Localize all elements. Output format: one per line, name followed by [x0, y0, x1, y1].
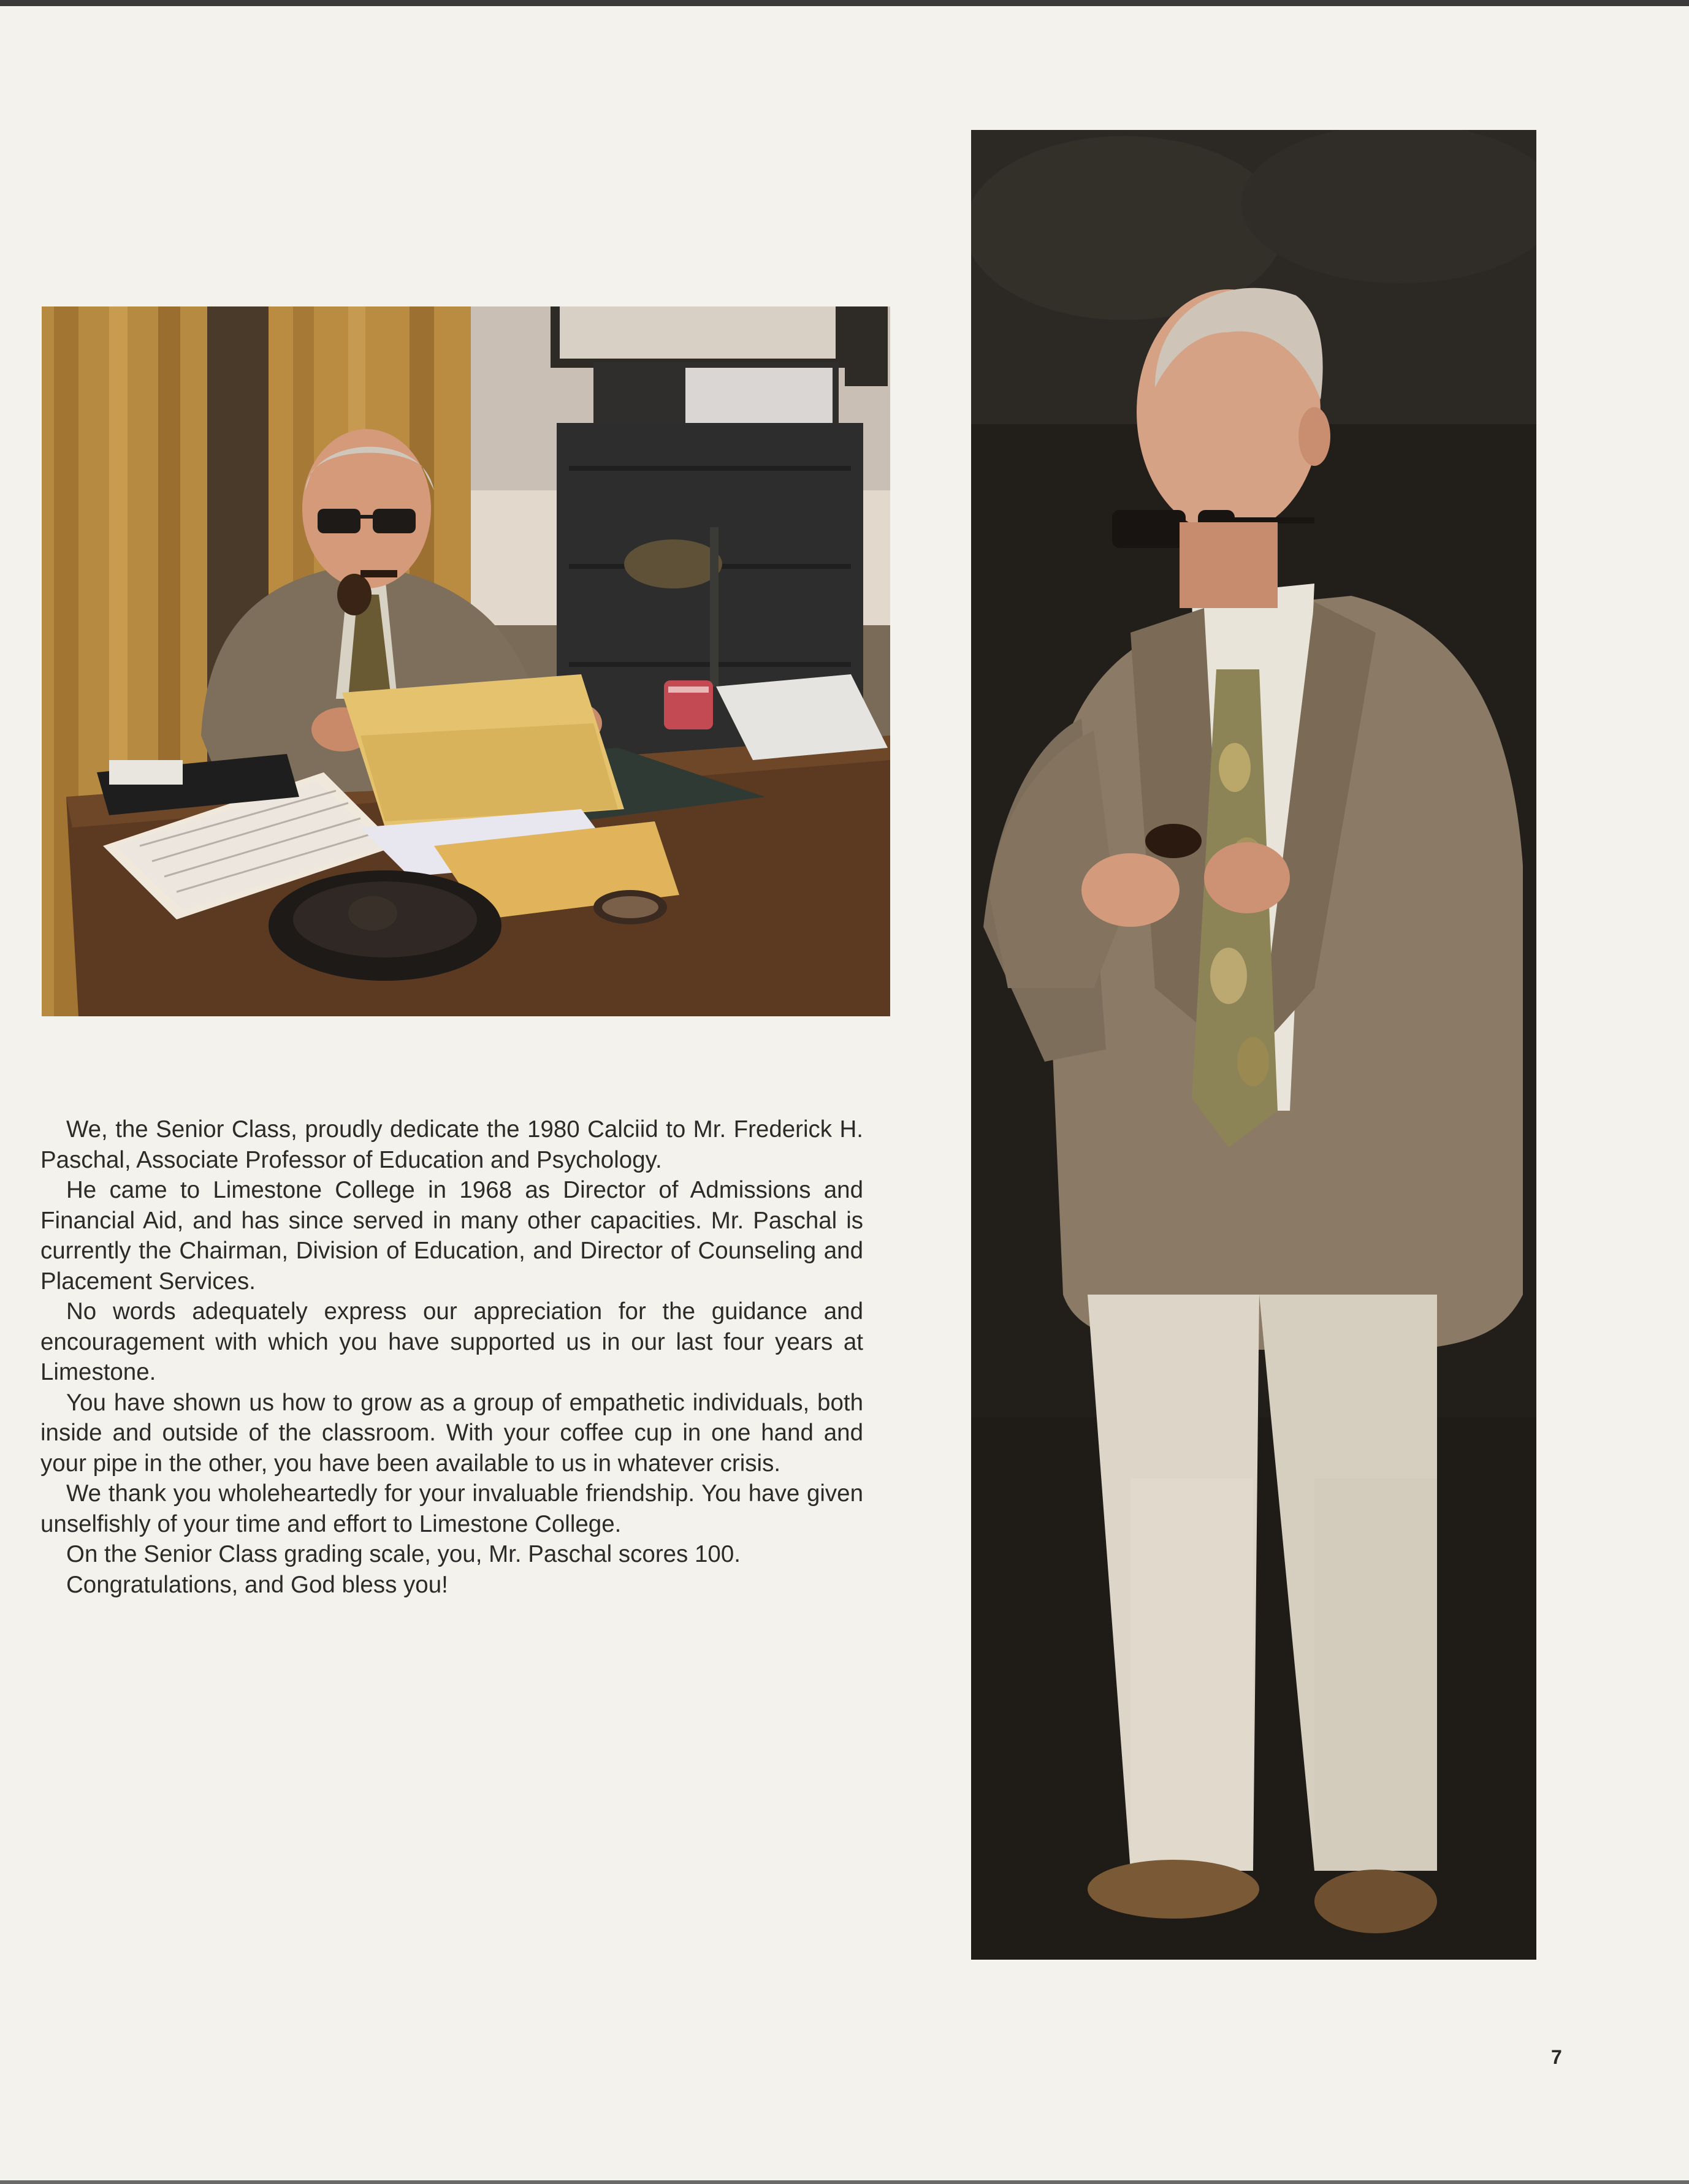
standing-portrait-photo-illustration	[971, 130, 1536, 1960]
dedication-paragraph: We thank you wholeheartedly for your invaluable friendship. You have given unselfishly of your time and effort to Limestone College.	[40, 1480, 863, 1537]
standing-portrait-photo	[971, 130, 1536, 1960]
dedication-paragraph: On the Senior Class grading scale, you, Mr. Paschal scores 100.	[66, 1541, 741, 1567]
dedication-paragraph: You have shown us how to grow as a group of empathetic individuals, both inside and outside of the classroom. With your coffee cup in one hand and your pipe in the other, you have been available to us in whatever crisis.	[40, 1389, 863, 1477]
dedication-paragraph: No words adequately express our appreciation for the guidance and encouragement with which you have supported us in our last four years at Limestone.	[40, 1298, 863, 1385]
page-number: 7	[1551, 2046, 1562, 2068]
dedication-text	[40, 1114, 863, 1600]
dedication-paragraph: Congratulations, and God bless you!	[66, 1571, 448, 1598]
office-desk-photo-illustration	[42, 306, 890, 1016]
office-desk-photo	[42, 306, 890, 1016]
top-edge-rule	[0, 0, 1689, 6]
dedication-paragraph: We, the Senior Class, proudly dedicate the 1980 Calciid to Mr. Frederick H. Paschal, Associate Professor of Education and Psychology.	[40, 1116, 863, 1173]
dedication-paragraph: He came to Limestone College in 1968 as Director of Admissions and Financial Aid, and has since served in many other capacities. Mr. Paschal is currently the Chairman, Division of Education, and Director of Counseling and Placement Services.	[40, 1177, 863, 1295]
bottom-edge-rule	[0, 2180, 1689, 2184]
